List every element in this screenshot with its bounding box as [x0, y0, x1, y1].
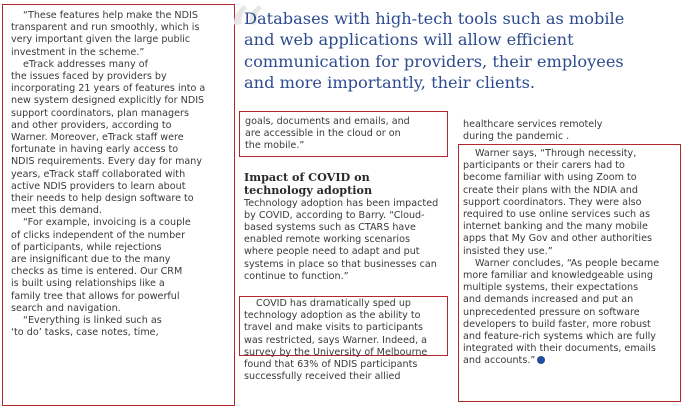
text-line: survey by the University of Melbourne — [244, 346, 428, 358]
text-line: transparent and run smoothly, which is — [11, 22, 200, 34]
text-line: their needs to help design software to — [11, 193, 194, 205]
pull-quote-line: and web applications will allow efficient — [244, 30, 574, 50]
text-line: was restricted, says Warner. Indeed, a — [244, 334, 428, 346]
text-line: and other providers, according to — [11, 119, 172, 131]
column-2-bottom-text — [244, 298, 449, 383]
column-2-top-text — [245, 116, 445, 153]
text-line: investment in the scheme.” — [11, 46, 145, 58]
text-line: travel and make visits to participants — [244, 322, 423, 334]
quote-mark-icon: “ — [226, 0, 266, 82]
text-line: of clicks independent of the number — [11, 229, 186, 241]
column-3-top-text — [463, 119, 675, 143]
text-line: healthcare services remotely — [463, 119, 603, 130]
text-line: Warner says, “Through necessity, — [475, 148, 637, 159]
text-line: developers to build faster, more robust — [463, 318, 651, 330]
section-heading — [244, 171, 449, 197]
text-line: systems in place so that businesses can — [244, 258, 437, 270]
pull-quote-line: communication for providers, their employees — [244, 51, 624, 71]
text-line-last — [463, 355, 677, 367]
text-line: and feature-rich systems which are fully — [463, 331, 656, 343]
text-line: “For example, invoicing is a couple — [23, 217, 191, 229]
text-line: of participants, while rejections — [11, 241, 162, 253]
text-line: by COVID, according to Barry. “Cloud- — [244, 209, 425, 221]
text-line: eTrack addresses many of — [23, 58, 148, 70]
text-line: search and navigation. — [11, 302, 121, 314]
end-mark-icon — [537, 356, 545, 364]
text-line: insisted they use.” — [463, 245, 553, 257]
text-line: goals, documents and emails, and — [245, 116, 410, 127]
text-line: create their plans with the NDIA and — [463, 184, 638, 196]
pull-quote-line: and more importantly, their clients. — [244, 73, 536, 93]
pull-quote — [244, 8, 674, 94]
text-line: enabled remote working scenarios — [244, 234, 410, 246]
text-line: Technology adoption has been impacted — [244, 197, 439, 209]
text-line: very important given the large public — [11, 34, 191, 46]
text-line: active NDIS providers to learn about — [11, 180, 186, 192]
pull-quote-line: Databases with high-tech tools such as mobile — [244, 9, 625, 28]
text-line: unprecedented pressure on software — [463, 306, 640, 318]
text-line: new system designed explicitly for NDIS — [11, 95, 205, 107]
text-line: Warner concludes, “As people became — [475, 257, 660, 269]
text-line: Warner. Moreover, eTrack staff were — [11, 132, 184, 144]
text-line: participants or their carers had to — [463, 160, 625, 172]
text-line: based systems such as CTARS have — [244, 222, 416, 233]
text-line: during the pandemic . — [463, 131, 570, 143]
text-line: integrated with their documents, emails — [463, 343, 656, 355]
text-line: more familiar and knowledgeable using — [463, 270, 653, 282]
text-line: technology adoption as the ability to — [244, 310, 421, 322]
text-line: is built using relationships like a — [11, 278, 165, 290]
text-line: meet this demand. — [11, 205, 102, 217]
text-line: years, eTrack staff collaborated with — [11, 168, 186, 180]
text-line: become familiar with using Zoom to — [463, 172, 637, 184]
text-line: apps that My Gov and other authorities — [463, 233, 652, 245]
text-line: “Everything is linked such as — [23, 315, 162, 327]
text-line: multiple systems, their expectations — [463, 282, 639, 294]
text-line: continue to function.” — [244, 270, 349, 282]
text-line: internet banking and the many mobile — [463, 221, 648, 233]
text-line: checks as time is entered. Our CRM — [11, 266, 183, 278]
text-line: the issues faced by providers by — [11, 71, 167, 83]
column-1-text — [11, 10, 231, 339]
text-line: ‘to do’ tasks, case notes, time, — [11, 327, 159, 339]
text-line: are accessible in the cloud or on — [245, 128, 401, 140]
text-line: NDIS requirements. Every day for many — [11, 156, 203, 168]
text-line: where people need to adapt and put — [244, 246, 420, 258]
column-3-boxed-text — [463, 148, 677, 368]
text-line: successfully received their allied — [244, 371, 401, 383]
heading-line: technology adoption — [244, 182, 373, 197]
text-line: “These features help make the NDIS — [23, 10, 198, 21]
text-line: incorporating 21 years of features into a — [11, 83, 206, 95]
text-line: are insignificant due to the many — [11, 254, 171, 266]
text-line: fortunate in having early access to — [11, 144, 179, 156]
text-line: and demands increased and put an — [463, 294, 634, 306]
text-line: COVID has dramatically sped up — [256, 298, 411, 309]
column-2-body — [244, 171, 449, 283]
text-line: support coordinators. They were also — [463, 196, 642, 208]
text-line: family tree that allows for powerful — [11, 290, 180, 302]
text-line: and accounts.” — [463, 355, 536, 367]
text-line: support coordinators, plan managers — [11, 107, 189, 119]
heading-line: Impact of COVID on — [244, 170, 370, 184]
text-line: the mobile.” — [245, 140, 305, 152]
text-line: found that 63% of NDIS participants — [244, 359, 418, 371]
text-line: required to use online services such as — [463, 209, 651, 221]
